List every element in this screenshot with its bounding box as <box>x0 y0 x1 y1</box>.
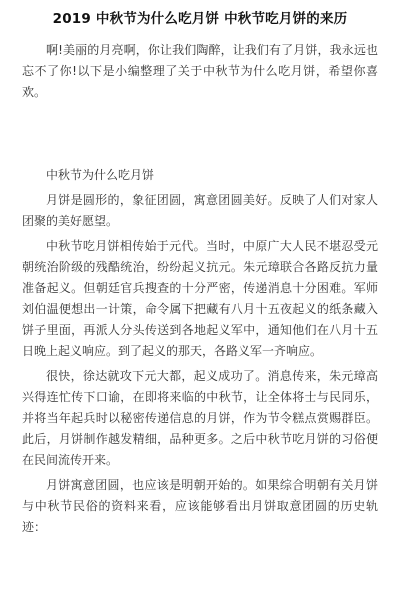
section-heading: 中秋节为什么吃月饼 <box>46 168 155 182</box>
body-paragraph-1: 月饼是圆形的，象征团圆，寓意团圆美好。反映了人们对家人团聚的美好愿望。 <box>22 193 378 228</box>
intro-paragraph: 啊!美丽的月亮啊，你让我们陶醉，让我们有了月饼，我永远也忘不了你!以下是小编整理了关于中秋节为什么吃月饼，希望你喜欢。 <box>22 43 378 99</box>
blank-space <box>22 103 378 165</box>
document-title: 2019 中秋节为什么吃月饼 中秋节吃月饼的来历 <box>52 11 348 27</box>
body-paragraph-2: 中秋节吃月饼相传始于元代。当时，中原广大人民不堪忍受元朝统治阶级的残酷统治，纷纷起义抗元。朱元璋联合各路反抗力量准备起义。但朝廷官兵搜查的十分严密，传递消息十分困难。军师刘伯温便想出一计策，命令属下把藏有八月十五夜起义的纸条藏入饼子里面，再派人分头传送到各地起义军中，通知他们在八月十五日晚上起义响应。到了起义的那天，各路义军一齐响应。 <box>22 239 378 358</box>
body-paragraph-3: 很快，徐达就攻下元大都，起义成功了。消息传来，朱元璋高兴得连忙传下口谕，在即将来临的中秋节，让全体将士与民同乐，并将当年起兵时以秘密传递信息的月饼，作为节令糕点赏赐群臣。此后，月饼制作越发精细，品种更多。之后中秋节吃月饼的习俗便在民间流传开来。 <box>22 369 378 467</box>
body-paragraph-4: 月饼寓意团圆，也应该是明朝开始的。如果综合明朝有关月饼与中秋节民俗的资料来看，应该能够看出月饼取意团圆的历史轨迹： <box>22 478 378 534</box>
